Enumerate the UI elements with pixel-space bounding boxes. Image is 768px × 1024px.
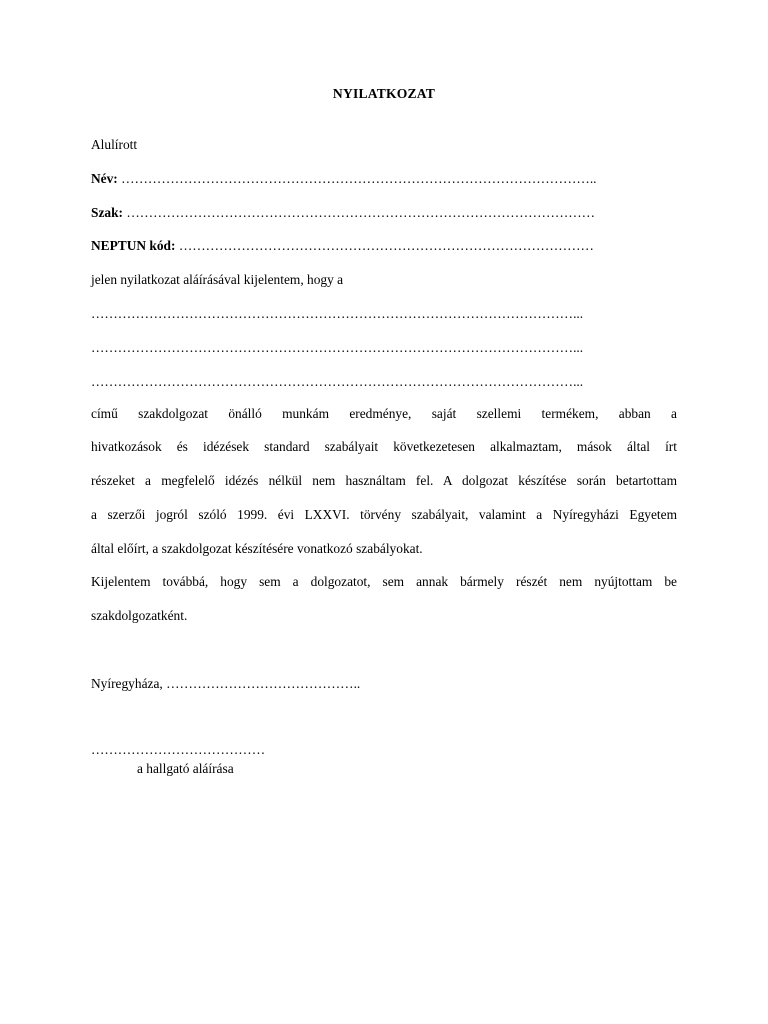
thesis-title-blank-2: ………………………………………………………………………………………………... <box>91 340 584 355</box>
body-line-5: által előírt, a szakdolgozat készítésére vonatkozó szabályokat. <box>91 541 423 556</box>
name-blank: …………………………………………………………………………………………….. <box>121 171 597 186</box>
signature-label: a hallgató aláírása <box>137 761 234 776</box>
name-label: Név: <box>91 171 118 186</box>
signature-blank: ………………………………… <box>91 742 266 757</box>
declaration-line-1: Kijelentem továbbá, hogy sem a dolgozatot, sem annak bármely részét nem nyújtottam be <box>91 574 677 589</box>
document-title: NYILATKOZAT <box>332 86 436 101</box>
name-field-row <box>91 171 597 187</box>
declaration-line-2: szakdolgozatként. <box>91 608 188 623</box>
major-field-row <box>91 205 595 221</box>
statement-intro: jelen nyilatkozat aláírásával kijelentem, hogy a <box>91 272 344 287</box>
body-line-4: a szerzői jogról szóló 1999. évi LXXVI. törvény szabályait, valamint a Nyíregyházi Egyetem <box>91 507 677 522</box>
major-label: Szak: <box>91 205 123 220</box>
place-date-line: Nyíregyháza, …………………………………….. <box>91 676 361 691</box>
major-blank: …………………………………………………………………………………………… <box>126 205 596 220</box>
body-line-1: című szakdolgozat önálló munkám eredménye, saját szellemi termékem, abban a <box>91 406 677 421</box>
intro-text: Alulírott <box>91 137 138 152</box>
thesis-title-blank-3: ………………………………………………………………………………………………... <box>91 374 584 389</box>
body-line-3: részeket a megfelelő idézés nélkül nem használtam fel. A dolgozat készítése során betartottam <box>91 473 677 488</box>
neptun-field-row <box>91 238 594 254</box>
thesis-title-blank-1: ………………………………………………………………………………………………... <box>91 306 584 321</box>
neptun-blank: ………………………………………………………………………………… <box>178 238 594 253</box>
neptun-label: NEPTUN kód: <box>91 238 176 253</box>
body-line-2: hivatkozások és idézések standard szabályait következetesen alkalmaztam, mások által írt <box>91 439 677 454</box>
